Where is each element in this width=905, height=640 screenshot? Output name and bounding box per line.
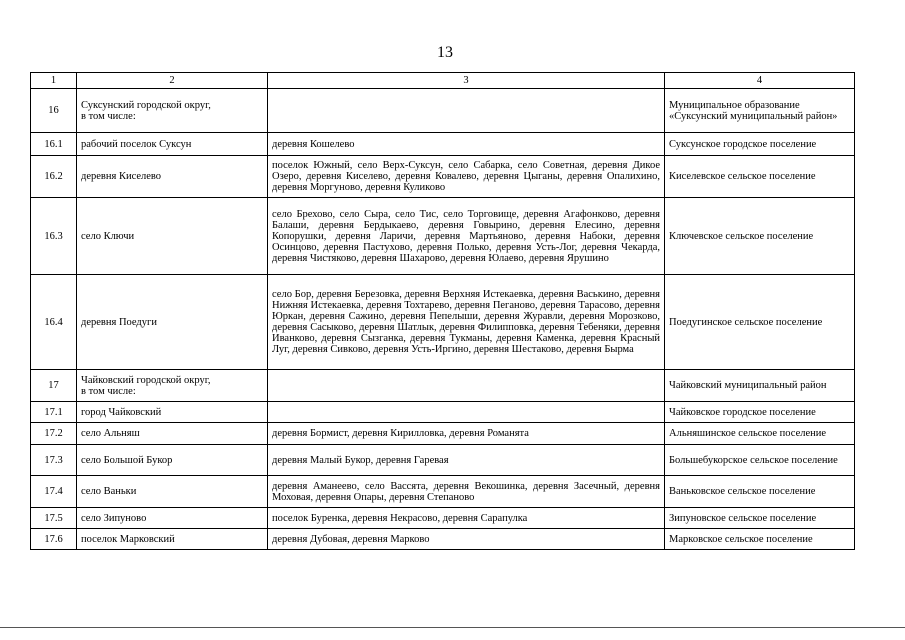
row-number: 17 — [31, 370, 77, 402]
row-villages: деревня Малый Букор, деревня Гаревая — [268, 445, 665, 476]
row-number: 17.5 — [31, 508, 77, 529]
row-municipality: Альняшинское сельское поселение — [665, 423, 855, 445]
row-municipality: Суксунское городское поселение — [665, 133, 855, 156]
settlements-table — [30, 72, 855, 550]
row-villages: село Брехово, село Сыра, село Тис, село Торговище, деревня Агафонково, деревня Балаши, деревня Бердыкаево, деревня Говырино, деревня Елесино, деревня Копорушки, деревня Ларичи, деревня Мартьяново, деревня Набоки, деревня Осинцово, деревня Пастухово, деревня Полько, деревня Усть-Лог, деревня Чекарда, деревня Чистяково, деревня Шахарово, деревня Юлаево, деревня Ярушино — [268, 198, 665, 275]
table-row — [31, 423, 855, 445]
row-settlement-name: село Ключи — [77, 198, 268, 275]
column-header-3: 3 — [268, 73, 665, 89]
row-number: 16.4 — [31, 275, 77, 370]
row-settlement-name: село Альняш — [77, 423, 268, 445]
table-row — [31, 370, 855, 402]
row-settlement-name: деревня Киселево — [77, 156, 268, 198]
row-villages — [268, 402, 665, 423]
row-villages: деревня Кошелево — [268, 133, 665, 156]
row-municipality: Марковское сельское поселение — [665, 529, 855, 550]
row-municipality: Чайковский муниципальный район — [665, 370, 855, 402]
row-number: 16 — [31, 89, 77, 133]
row-settlement-name: Чайковский городской округ, в том числе: — [77, 370, 268, 402]
row-municipality: Зипуновское сельское поселение — [665, 508, 855, 529]
row-settlement-name: село Зипуново — [77, 508, 268, 529]
row-municipality: Киселевское сельское поселение — [665, 156, 855, 198]
column-header-4: 4 — [665, 73, 855, 89]
row-municipality: Ваньковское сельское поселение — [665, 476, 855, 508]
table-row — [31, 402, 855, 423]
row-number: 17.1 — [31, 402, 77, 423]
row-villages: поселок Южный, село Верх-Суксун, село Сабарка, село Советная, деревня Дикое Озеро, деревня Киселево, деревня Ковалево, деревня Цыганы, деревня Опалихино, деревня Моргуново, деревня Куликово — [268, 156, 665, 198]
row-villages — [268, 89, 665, 133]
row-villages: деревня Аманеево, село Вассята, деревня Векошинка, деревня Засечный, деревня Моховая, деревня Опары, деревня Степаново — [268, 476, 665, 508]
row-settlement-name: город Чайковский — [77, 402, 268, 423]
row-municipality: Чайковское городское поселение — [665, 402, 855, 423]
row-settlement-name: село Ваньки — [77, 476, 268, 508]
row-number: 17.4 — [31, 476, 77, 508]
row-settlement-name: рабочий поселок Суксун — [77, 133, 268, 156]
row-number: 17.3 — [31, 445, 77, 476]
scan-edge-line — [0, 627, 905, 628]
column-header-1: 1 — [31, 73, 77, 89]
row-settlement-name: село Большой Букор — [77, 445, 268, 476]
row-villages: село Бор, деревня Березовка, деревня Верхняя Истекаевка, деревня Васькино, деревня Нижняя Истекаевка, деревня Тохтарево, деревня Пеганово, деревня Тарасово, деревня Юркан, деревня Сажино, деревня Пепелыши, деревня Журавли, деревня Морозково, деревня Сасыково, деревня Шатлык, деревня Филипповка, деревня Тебеняки, деревня Иванково, деревня Сызганка, деревня Тукманы, деревня Каменка, деревня Красный Луг, деревня Сивково, деревня Усть-Иргино, деревня Шестаково, деревня Бырма — [268, 275, 665, 370]
table-header-row — [31, 73, 855, 89]
table-row — [31, 445, 855, 476]
table-row — [31, 508, 855, 529]
table-row — [31, 476, 855, 508]
table-row — [31, 89, 855, 133]
table-row — [31, 156, 855, 198]
row-settlement-name: Суксунский городской округ, в том числе: — [77, 89, 268, 133]
page-number: 13 — [437, 44, 453, 61]
row-number: 17.2 — [31, 423, 77, 445]
row-villages: деревня Дубовая, деревня Марково — [268, 529, 665, 550]
row-settlement-name: поселок Марковский — [77, 529, 268, 550]
row-municipality: Муниципальное образование «Суксунский муниципальный район» — [665, 89, 855, 133]
table-row — [31, 133, 855, 156]
row-municipality: Поедугинское сельское поселение — [665, 275, 855, 370]
row-villages: поселок Буренка, деревня Некрасово, деревня Сарапулка — [268, 508, 665, 529]
row-number: 16.3 — [31, 198, 77, 275]
row-number: 16.1 — [31, 133, 77, 156]
row-villages: деревня Бормист, деревня Кирилловка, деревня Романята — [268, 423, 665, 445]
table-row — [31, 275, 855, 370]
column-header-2: 2 — [77, 73, 268, 89]
row-settlement-name: деревня Поедуги — [77, 275, 268, 370]
table-row — [31, 529, 855, 550]
row-municipality: Большебукорское сельское поселение — [665, 445, 855, 476]
row-number: 17.6 — [31, 529, 77, 550]
row-municipality: Ключевское сельское поселение — [665, 198, 855, 275]
row-villages — [268, 370, 665, 402]
table-row — [31, 198, 855, 275]
row-number: 16.2 — [31, 156, 77, 198]
